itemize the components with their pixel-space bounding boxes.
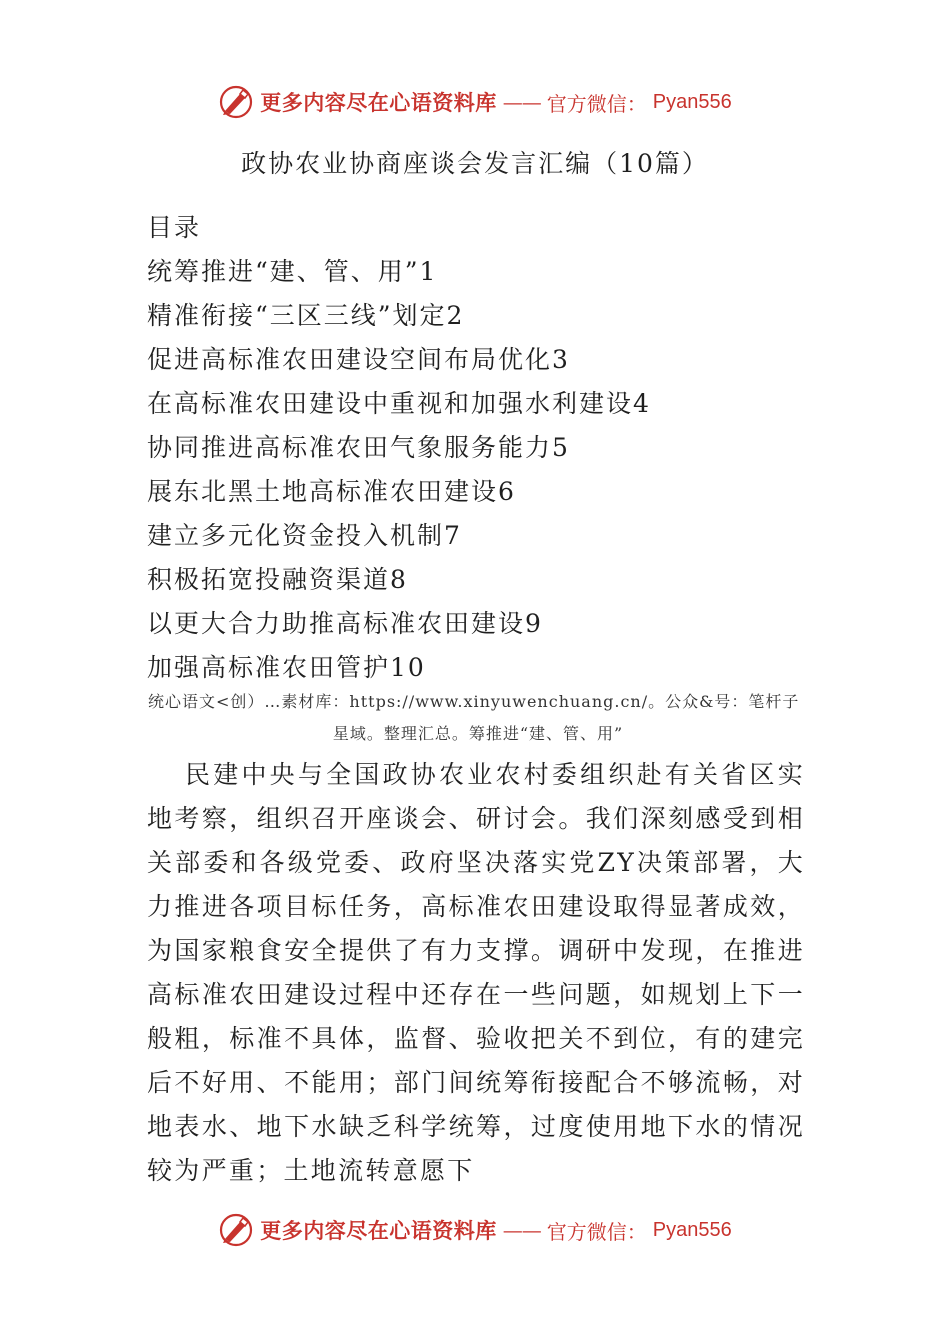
body-paragraph: 民建中央与全国政协农业农村委组织赴有关省区实地考察，组织召开座谈会、研讨会。我们深刻感受到相关部委和各级党委、政府坚决落实党ZY决策部署，大力推进各项目标任务，高标准农田建设取得显著成效，为国家粮食安全提供了有力支撑。调研中发现，在推进高标准农田建设过程中还存在一些问题，如规划上下一般粗，标准不具体，监督、验收把关不到位，有的建完后不好用、不能用；部门间统筹衔接配合不够流畅，对地表水、地下水缺乏科学统筹，过度使用地下水的情况较为严重；土地流转意愿下 <box>147 760 805 1185</box>
source-note-line-2: 星域。整理汇总。筹推进“建、管、用” <box>332 724 624 743</box>
toc-item[interactable]: 统筹推进“建、管、用”1 <box>147 257 438 286</box>
toc-heading: 目录 <box>147 213 202 242</box>
banner-dash: —— <box>502 1218 541 1242</box>
pen-logo-icon <box>218 1212 254 1248</box>
toc-item[interactable]: 建立多元化资金投入机制7 <box>147 521 462 550</box>
banner-wechat-id: Pyan556 <box>652 90 732 113</box>
banner-wechat-id: Pyan556 <box>652 1218 732 1241</box>
source-note <box>148 686 808 750</box>
banner-slogan: 更多内容尽在心语资料库 <box>260 90 497 115</box>
table-of-contents <box>147 206 827 690</box>
document-title: 政协农业协商座谈会发言汇编（10篇） <box>241 149 709 178</box>
banner-dash: —— <box>502 90 541 114</box>
toc-item[interactable]: 精准衔接“三区三线”划定2 <box>147 301 465 330</box>
toc-item[interactable]: 积极拓宽投融资渠道8 <box>147 565 408 594</box>
header-banner <box>0 78 950 126</box>
toc-item[interactable]: 加强高标准农田管护10 <box>147 653 426 682</box>
pen-logo-icon <box>218 84 254 120</box>
toc-item[interactable]: 协同推进高标准农田气象服务能力5 <box>147 433 570 462</box>
toc-item[interactable]: 展东北黑土地高标准农田建设6 <box>147 477 516 506</box>
toc-item[interactable]: 以更大合力助推高标准农田建设9 <box>147 609 543 638</box>
footer-banner <box>0 1206 950 1254</box>
toc-item[interactable]: 促进高标准农田建设空间布局优化3 <box>147 345 570 374</box>
banner-wechat-label: 官方微信： <box>546 91 647 116</box>
toc-item[interactable]: 在高标准农田建设中重视和加强水利建设4 <box>147 389 651 418</box>
banner-wechat-label: 官方微信： <box>546 1219 647 1244</box>
source-note-line-1: 统心语文<创）…素材库：https://www.xinyuwenchuang.cn/。公众&号：笔杆子 <box>148 692 800 711</box>
banner-slogan: 更多内容尽在心语资料库 <box>260 1218 497 1243</box>
